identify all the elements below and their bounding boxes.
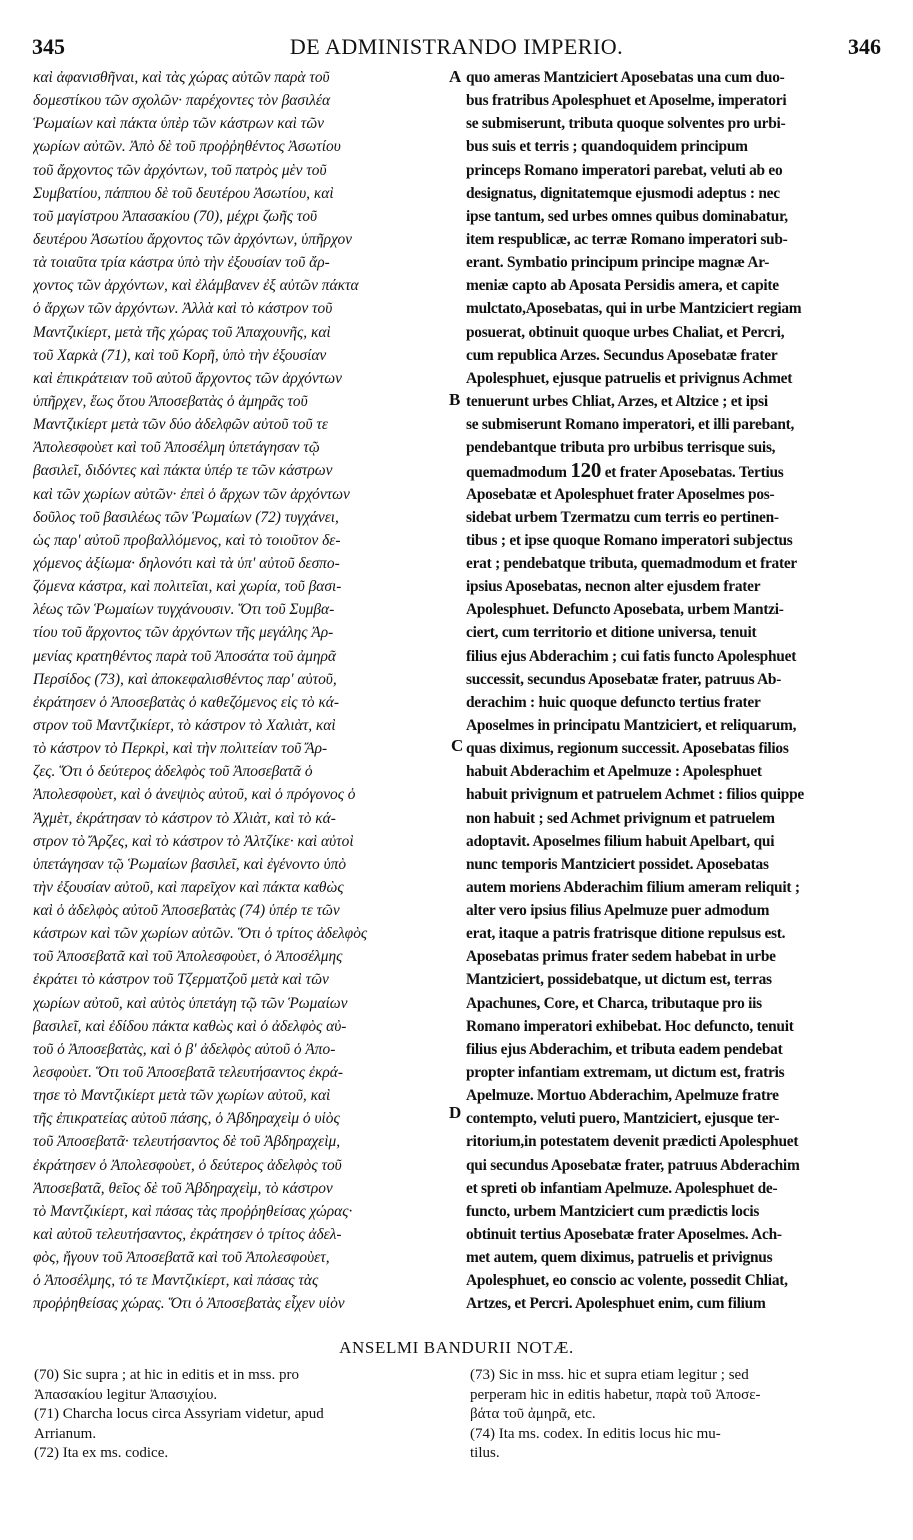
greek-text-line: Ἀποσεβατᾶ, θεῖος δὲ τοῦ Ἀβδηραχεὶμ, τὸ κάστρον — [33, 1179, 333, 1197]
running-title: DE ADMINISTRANDO IMPERIO. — [289, 34, 624, 59]
latin-text-line: ciert, cum territorio et ditione universa, tenuit — [466, 624, 757, 642]
latin-text-line: Apolesphuet, ejusque patruelis et privignus Achmet — [466, 369, 793, 387]
greek-text-line: καὶ αὐτοῦ τελευτήσαντος, ἐκράτησεν ὁ τρίτος ἀδελ- — [33, 1226, 342, 1244]
latin-text-line: Romano imperatori exhibebat. Hoc defuncto, tenuit — [466, 1017, 794, 1035]
greek-text-line: ἐκράτει τὸ κάστρον τοῦ Τζερματζοῦ μετὰ καὶ τῶν — [33, 971, 329, 989]
latin-text-line: item respublicæ, ac terræ Romano imperatori sub- — [466, 230, 788, 248]
greek-text-line: τοῦ Ἀποσεβατᾶ καὶ τοῦ Ἀπολεσφοὺετ, ὁ Ἀποσέλμης — [33, 948, 343, 966]
latin-text-line: filius ejus Abderachim, et tributa eadem pendebat — [466, 1040, 783, 1058]
greek-text-line: τοῦ Χαρκὰ (71), καὶ τοῦ Κορῆ, ὑπὸ τὴν ἐξουσίαν — [33, 346, 327, 364]
greek-text-line: καὶ τῶν χωρίων αὐτῶν· ἐπεὶ ὁ ἄρχων τῶν ἀρχόντων — [33, 485, 350, 503]
footnote-line: tilus. — [470, 1445, 500, 1461]
latin-text-line: obtinuit tertius Aposebatæ frater Aposelmes. Ach- — [466, 1226, 782, 1244]
greek-text-line: χωρίων αὐτοῦ, καὶ αὐτὸς ὑπετάγη τῷ τῶν Ῥωμαίων — [33, 994, 348, 1012]
greek-text-line: χωρίων αὐτῶν. Ἀπὸ δὲ τοῦ προῤῥηθέντος Ἀσωτίου — [33, 138, 341, 156]
greek-text-line: βασιλεῖ, καὶ ἐδίδου πάκτα καθὼς καὶ ὁ ἀδελφὸς αὐ- — [33, 1017, 347, 1035]
latin-text-line: autem moriens Abderachim filium ameram reliquit ; — [466, 878, 800, 896]
latin-text-line: Apachunes, Core, et Charca, tributaque pro iis — [466, 994, 762, 1012]
greek-text-line: ὡς παρ' αὐτοῦ προβαλλόμενος, καὶ τὸ τοιοῦτον δε- — [33, 531, 341, 549]
footnote-line: (71) Charcha locus circa Assyriam videtur, apud — [34, 1406, 324, 1422]
greek-text-line: λεσφοὺετ. Ὅτι τοῦ Ἀποσεβατᾶ τελευτήσαντος ἐκρά- — [33, 1064, 343, 1082]
greek-text-line: τίου τοῦ ἄρχοντος τῶν ἀρχόντων τῆς μεγάλης Ἀρ- — [33, 624, 334, 642]
footnote-line: Arrianum. — [34, 1425, 97, 1442]
section-marker-c: C — [451, 736, 464, 755]
greek-text-line: ζες. Ὅτι ὁ δεύτερος ἀδελφὸς τοῦ Ἀποσεβατᾶ ὁ — [33, 763, 313, 781]
latin-text-line: quas diximus, regionum successit. Aposebatas filios — [466, 740, 789, 758]
greek-text-line: προῤῥηθείσας χώρας. Ὅτι ὁ Ἀποσεβατὰς εἶχεν υἱὸν — [33, 1295, 345, 1313]
text-run: et frater Aposebatas. Tertius — [601, 464, 784, 482]
latin-text-line: met autem, quem diximus, patruelis et privignus — [466, 1249, 773, 1267]
latin-text-line: non habuit ; sed Achmet privignum et patruelem — [466, 809, 775, 827]
greek-text-line: Ἀπολεσφοὺετ, καὶ ὁ ἀνεψιὸς αὐτοῦ, καὶ ὁ πρόγονος ὁ — [33, 786, 356, 804]
footnote-line: perperam hic in editis habetur, παρὰ τοῦ Ἀποσε- — [470, 1386, 761, 1403]
latin-text-line: habuit Abderachim et Apelmuze : Apolesphuet — [466, 763, 762, 781]
latin-text-line: posuerat, obtinuit quoque urbes Chaliat, et Percri, — [466, 323, 785, 341]
latin-text-line: mulctato,Aposebatas, qui in urbe Mantziciert regiam — [466, 300, 802, 318]
latin-text-line: erat, itaque a patris fratrisque ditione repulsus est. — [466, 925, 786, 943]
greek-text-line: στρον τοῦ Μαντζικίερτ, τὸ κάστρον τὸ Χαλιὰτ, καὶ — [33, 716, 336, 734]
greek-text-line: μενίας κρατηθέντος παρὰ τοῦ Ἀποσάτα τοῦ ἀμηρᾶ — [33, 647, 336, 665]
greek-text-line: Περσίδος (73), καὶ ἀποκεφαλισθέντος παρ' αὐτοῦ, — [33, 670, 337, 688]
latin-text-line: cum republica Arzes. Secundus Aposebatæ frater — [466, 346, 778, 364]
latin-text-line: et spreti ob infantiam Apelmuze. Apolesphuet de- — [466, 1179, 778, 1197]
greek-text-line: ἐκράτησεν ὁ Ἀπολεσφοὺετ, ὁ δεύτερος ἀδελφὸς τοῦ — [33, 1156, 342, 1174]
greek-text-line: καὶ ἐπικράτειαν τοῦ αὐτοῦ ἄρχοντος τῶν ἀρχόντων — [33, 369, 342, 387]
latin-text-line: nunc temporis Mantziciert possidet. Aposebatas — [466, 855, 769, 873]
latin-text-line: derachim : huic quoque defuncto tertius frater — [466, 693, 761, 711]
greek-text-line: δευτέρου Ἀσωτίου ἄρχοντος τῶν ἀρχόντων, ὑπῆρχον — [33, 230, 353, 248]
latin-text-line: adoptavit. Aposelmes filium habuit Apelbart, qui — [466, 832, 775, 850]
text-run: quemadmodum — [466, 464, 571, 482]
running-header — [0, 30, 913, 64]
greek-text-line: στρον τὸ Ἄρζες, καὶ τὸ κάστρον τὸ Ἀλτζίκε· καὶ αὐτοὶ — [33, 832, 354, 850]
greek-text-line: χοντος τῶν ἀρχόντων, καὶ ἐλάμβανεν ἐξ αὐτῶν πάκτα — [33, 277, 359, 295]
greek-text-line: βασιλεῖ, διδόντες καὶ πάκτα ὑπέρ τε τῶν κάστρων — [33, 462, 333, 480]
greek-text-line: Μαντζικίερτ, μετὰ τῆς χώρας τοῦ Ἀπαχουνῆς, καὶ — [33, 323, 331, 341]
latin-text-line: alter vero ipsius filius Apelmuze puer admodum — [466, 902, 770, 920]
greek-text-line: τησε τὸ Μαντζικίερτ μετὰ τῶν χωρίων αὐτοῦ, καὶ — [33, 1087, 331, 1105]
footnote-line: (72) Ita ex ms. codice. — [34, 1445, 169, 1461]
footnotes-left — [34, 1366, 454, 1464]
greek-text-line: τῆς ἐπικρατείας αὐτοῦ πάσης, ὁ Ἀβδηραχεὶμ ὁ υἱὸς — [33, 1110, 340, 1128]
greek-text-line: τὴν ἐξουσίαν αὐτοῦ, καὶ παρεῖχον καὶ πάκτα καθὼς — [33, 878, 344, 896]
latin-text-line: bus suis et terris ; quandoquidem principum — [466, 138, 748, 156]
greek-text-line: τοῦ ὁ Ἀποσεβατὰς, καὶ ὁ β' ἀδελφὸς αὐτοῦ ὁ Ἀπο- — [33, 1040, 336, 1058]
left-page-number: 345 — [32, 34, 65, 59]
latin-text-line: propter infantiam extremam, ut dictum est, fratris — [466, 1064, 785, 1082]
latin-text-line: se submiserunt, tributa quoque solventes pro urbi- — [466, 115, 786, 133]
greek-text-line: τοῦ ἄρχοντος τῶν ἀρχόντων, τοῦ πατρὸς μὲν τοῦ — [33, 161, 327, 179]
latin-text-line: Apolesphuet, eo conscio ac volente, possedit Chliat, — [466, 1272, 788, 1290]
latin-text-line: qui secundus Aposebatæ frater, patruus Abderachim — [466, 1156, 800, 1174]
section-marker-a: A — [449, 67, 462, 86]
latin-text-line: princeps Romano imperatori parebat, veluti ab eo — [466, 161, 783, 179]
latin-text-line — [466, 459, 884, 482]
latin-text-column — [466, 66, 884, 1316]
greek-text-line: δομεστίκου τῶν σχολῶν· παρέχοντες τὸν βασιλέα — [33, 92, 331, 110]
greek-text-line: ὑπετάγησαν τῷ Ῥωμαίων βασιλεῖ, καὶ ἐγένοντο ὑπὸ — [33, 855, 347, 873]
latin-text-line: se submiserunt Romano imperatori, et illi parebant, — [466, 416, 795, 434]
latin-text-line: quo ameras Mantziciert Aposebatas una cum duo- — [466, 69, 785, 86]
greek-text-line: τὰ τοιαῦτα τρία κάστρα ὑπὸ τὴν ἐξουσίαν τοῦ ἄρ- — [33, 254, 330, 272]
footnote-line: (73) Sic in mss. hic et supra etiam legitur ; sed — [470, 1367, 749, 1383]
section-marker-d: D — [449, 1103, 462, 1122]
latin-text-line: designatus, dignitatemque ejusmodi adeptus : nec — [466, 184, 780, 202]
footnotes-right — [470, 1366, 885, 1464]
right-page-number: 346 — [848, 34, 881, 59]
footnote-line: (70) Sic supra ; at hic in editis et in mss. pro — [34, 1367, 299, 1383]
latin-text-line: sidebat urbem Tzermatzu cum terris eo pertinen- — [466, 508, 779, 526]
latin-text-line: erant. Symbatio principum principe magnæ Ar- — [466, 254, 770, 272]
latin-text-line: filius ejus Abderachim ; cui fatis functo Apolesphuet — [466, 647, 797, 665]
footnote-line: (74) Ita ms. codex. In editis locus hic mu- — [470, 1425, 721, 1442]
notes-heading: ANSELMI BANDURII NOTÆ. — [339, 1338, 574, 1357]
latin-text-line: ritorium,in potestatem devenit prædicti Apolesphuet — [466, 1133, 799, 1151]
latin-text-line: successit, secundus Aposebatæ frater, patruus Ab- — [466, 670, 782, 688]
greek-text-line: ὁ Ἀποσέλμης, τό τε Μαντζικίερτ, καὶ πάσας τὰς — [33, 1272, 319, 1290]
greek-text-line: Ῥωμαίων καὶ πάκτα ὑπὲρ τῶν κάστρων καὶ τῶν — [33, 115, 325, 133]
greek-text-line: Ἀχμὲτ, ἐκράτησαν τὸ κάστρον τὸ Χλιὰτ, καὶ τὸ κά- — [33, 809, 336, 827]
latin-text-line: Aposebatæ et Apolesphuet frater Aposelmes pos- — [466, 485, 775, 503]
greek-text-line: ζόμενα κάστρα, καὶ πολιτεῖαι, καὶ χωρία, τοῦ βασι- — [33, 578, 342, 596]
latin-text-line: Mantziciert, possidebatque, ut dictum est, terras — [466, 971, 772, 989]
latin-text-line: Aposelmes in principatu Mantziciert, et reliquarum, — [466, 716, 797, 734]
column-number: 120 — [570, 459, 602, 483]
latin-text-line: Apelmuze. Mortuo Abderachim, Apelmuze fratre — [466, 1087, 779, 1105]
latin-text-line: pendebantque tributa pro urbibus terrisque suis, — [466, 439, 776, 457]
latin-text-line: functo, urbem Mantziciert cum prædictis locis — [466, 1202, 760, 1220]
greek-text-line: τοῦ μαγίστρου Ἀπασακίου (70), μέχρι ζωῆς τοῦ — [33, 207, 318, 225]
greek-text-line: δοῦλος τοῦ βασιλέως τῶν Ῥωμαίων (72) τυγχάνει, — [33, 508, 339, 526]
greek-text-line: τὸ κάστρον τὸ Περκρὶ, καὶ τὴν πολιτείαν τοῦ Ἄρ- — [33, 740, 328, 758]
greek-text-line: Ἀπολεσφοὺετ καὶ τοῦ Ἀποσέλμη ὑπετάγησαν τῷ — [33, 439, 320, 457]
greek-text-line: τὸ Μαντζικίερτ, καὶ πάσας τὰς προῤῥηθείσας χώρας· — [33, 1202, 353, 1220]
greek-text-line: Μαντζικίερτ μετὰ τῶν δύο ἀδελφῶν αὐτοῦ τοῦ τε — [33, 416, 328, 434]
greek-text-line: ὁ ἄρχων τῶν ἀρχόντων. Ἀλλὰ καὶ τὸ κάστρον τοῦ — [33, 300, 333, 318]
latin-text-line: ipsius Aposebatas, necnon alter ejusdem frater — [466, 578, 761, 596]
greek-text-line: φὸς, ἤγουν τοῦ Ἀποσεβατᾶ καὶ τοῦ Ἀπολεσφοὺετ, — [33, 1249, 330, 1267]
greek-text-line: καὶ ἀφανισθῆναι, καὶ τὰς χώρας αὐτῶν παρὰ τοῦ — [33, 69, 330, 86]
latin-text-line: habuit privignum et patruelem Achmet : filios quippe — [466, 786, 805, 804]
greek-text-line: τοῦ Ἀποσεβατᾶ· τελευτήσαντος δὲ τοῦ Ἀβδηραχεὶμ, — [33, 1133, 341, 1151]
latin-text-line: erat ; pendebatque tributa, quemadmodum et frater — [466, 554, 798, 572]
greek-text-line: ὑπῆρχεν, ἕως ὅτου Ἀποσεβατὰς ὁ ἀμηρᾶς τοῦ — [33, 392, 308, 410]
footnote-line: βάτα τοῦ ἀμηρᾶ, etc. — [470, 1406, 596, 1422]
greek-text-line: λέως τῶν Ῥωμαίων τυγχάνουσιν. Ὅτι τοῦ Συμβα- — [33, 601, 335, 619]
latin-text-line: Aposebatas primus frater sedem habebat in urbe — [466, 948, 776, 966]
latin-text-line: bus fratribus Apolesphuet et Aposelme, imperatori — [466, 92, 787, 110]
latin-text-line: tenuerunt urbes Chliat, Arzes, et Altzice ; et ipsi — [466, 392, 768, 410]
greek-text-line: ἐκράτησεν ὁ Ἀποσεβατὰς ὁ καθεζόμενος εἰς τὸ κά- — [33, 693, 339, 711]
latin-text-line: tibus ; et ipse quoque Romano imperatori subjectus — [466, 531, 793, 549]
greek-text-line: καὶ ὁ ἀδελφὸς αὐτοῦ Ἀποσεβατὰς (74) ὑπέρ τε τῶν — [33, 902, 340, 920]
latin-text-line: Artzes, et Percri. Apolesphuet enim, cum filium — [466, 1295, 766, 1313]
greek-text-line: Συμβατίου, πάππου δὲ τοῦ δευτέρου Ἀσωτίου, καὶ — [33, 184, 334, 202]
footnote-line: Ἀπασακίου legitur Ἀπασιχίου. — [34, 1386, 218, 1403]
greek-text-line: κάστρων καὶ τῶν χωρίων αὐτῶν. Ὅτι ὁ τρίτος ἀδελφὸς — [33, 925, 368, 943]
greek-text-column — [33, 66, 443, 1316]
section-marker-b: B — [449, 390, 461, 409]
latin-text-line: ipse tantum, sed urbes omnes quibus dominabatur, — [466, 207, 788, 225]
latin-text-line: contempto, veluti puero, Mantziciert, ejusque ter- — [466, 1110, 780, 1128]
latin-text-line: Apolesphuet. Defuncto Aposebata, urbem Mantzi- — [466, 601, 784, 619]
latin-text-line: meniæ capto ab Aposata Persidis amera, et capite — [466, 277, 779, 295]
greek-text-line: χόμενος ἀξίωμα· δηλονότι καὶ τὰ ὑπ' αὐτοῦ δεσπο- — [33, 554, 340, 572]
